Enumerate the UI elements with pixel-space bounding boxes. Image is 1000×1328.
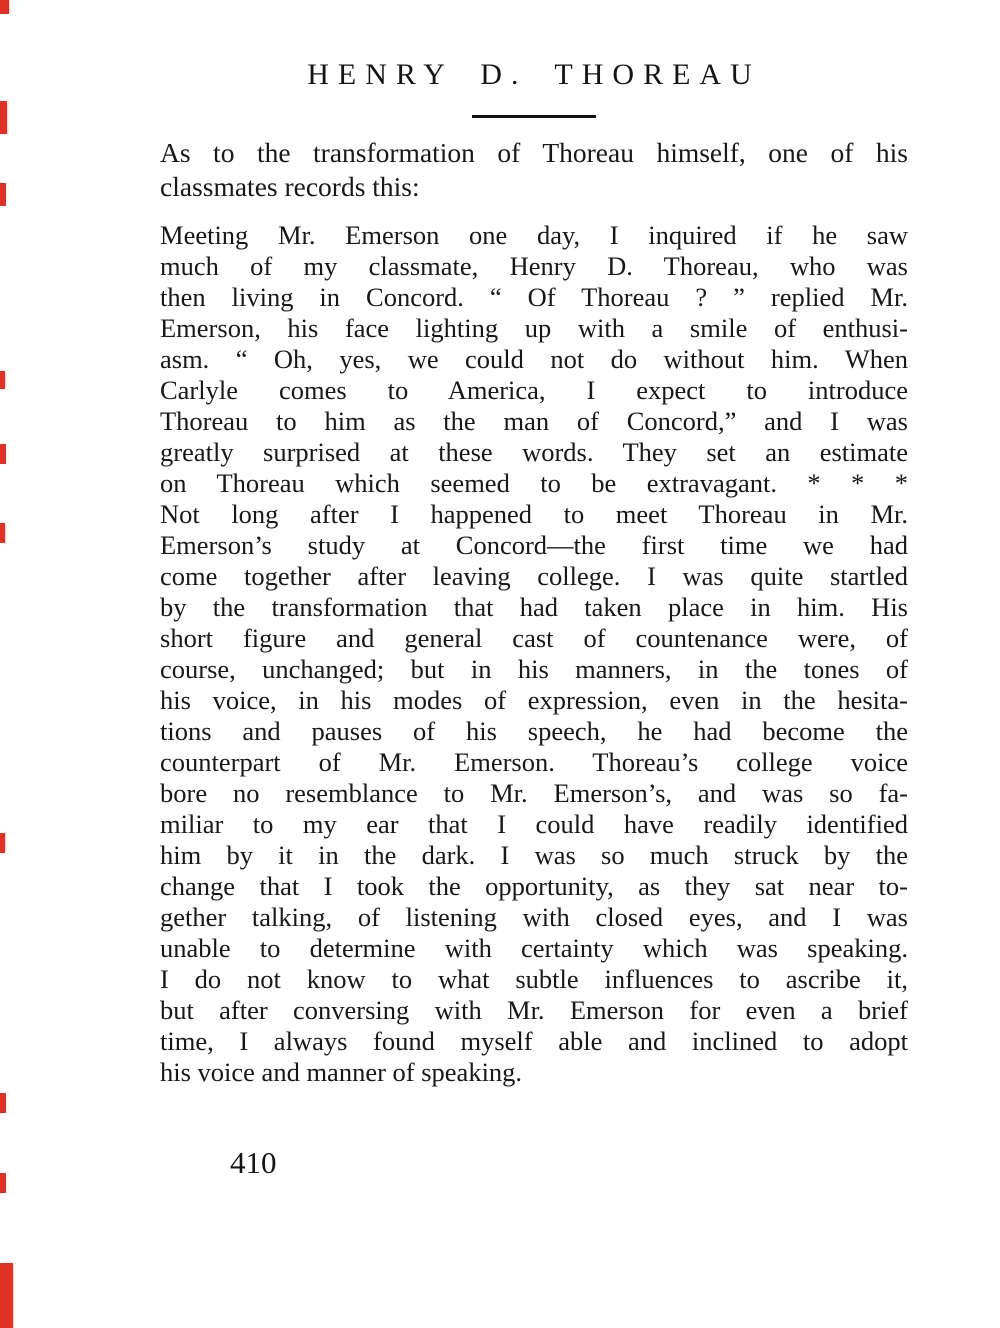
text-line: short figure and general cast of countenance were, of: [160, 623, 908, 653]
text-line: I do not know to what subtle influences to ascribe it,: [160, 964, 908, 994]
text-line: classmates records this:: [160, 171, 420, 202]
text-line: change that I took the opportunity, as they sat near to-: [160, 871, 908, 901]
text-line: bore no resemblance to Mr. Emerson’s, and was so fa-: [160, 778, 908, 808]
scan-edge-mark: [0, 101, 7, 134]
text-line: greatly surprised at these words. They set an estimate: [160, 437, 908, 467]
scan-edge-mark: [0, 0, 9, 14]
text-line: come together after leaving college. I was quite startled: [160, 561, 908, 591]
text-column: [160, 0, 908, 1088]
scan-edge-mark: [0, 1173, 6, 1193]
text-line: Thoreau to him as the man of Concord,” and I was: [160, 406, 908, 436]
text-line: tions and pauses of his speech, he had become the: [160, 716, 908, 746]
text-line: much of my classmate, Henry D. Thoreau, who was: [160, 251, 908, 281]
text-line: then living in Concord. “ Of Thoreau ? ” replied Mr.: [160, 282, 908, 312]
scan-edge-mark: [0, 444, 6, 464]
scan-edge-mark: [0, 523, 5, 543]
text-line: Not long after I happened to meet Thoreau in Mr.: [160, 499, 908, 529]
text-line: him by it in the dark. I was so much struck by the: [160, 840, 908, 870]
scan-edge-mark: [0, 183, 6, 206]
page-number: 410: [230, 1145, 277, 1180]
text-line: asm. “ Oh, yes, we could not do without him. When: [160, 344, 908, 374]
text-line: time, I always found myself able and inclined to adopt: [160, 1026, 908, 1056]
text-line: miliar to my ear that I could have readily identified: [160, 809, 908, 839]
text-line: by the transformation that had taken place in him. His: [160, 592, 908, 622]
scan-edge-mark: [0, 371, 5, 389]
text-line: Emerson, his face lighting up with a smile of enthusi-: [160, 313, 908, 343]
scan-edge-mark: [0, 1093, 6, 1113]
scan-edge-mark: [0, 1263, 13, 1328]
text-line: but after conversing with Mr. Emerson for even a brief: [160, 995, 908, 1025]
text-line: counterpart of Mr. Emerson. Thoreau’s college voice: [160, 747, 908, 777]
text-line: As to the transformation of Thoreau himself, one of his: [160, 137, 908, 168]
quoted-passage: [160, 220, 908, 1088]
text-line: Meeting Mr. Emerson one day, I inquired if he saw: [160, 220, 908, 250]
page-title: HENRY D. THOREAU: [307, 58, 761, 91]
text-line: on Thoreau which seemed to be extravagant. * * *: [160, 468, 908, 498]
text-line: unable to determine with certainty which was speaking.: [160, 933, 908, 963]
text-line: his voice and manner of speaking.: [160, 1057, 523, 1087]
text-line: gether talking, of listening with closed eyes, and I was: [160, 902, 908, 932]
scan-edge-mark: [0, 833, 5, 853]
text-line: his voice, in his modes of expression, even in the hesita-: [160, 685, 908, 715]
text-line: course, unchanged; but in his manners, in the tones of: [160, 654, 908, 684]
intro-paragraph: [160, 136, 908, 204]
text-line: Carlyle comes to America, I expect to introduce: [160, 375, 908, 405]
title-rule: [472, 115, 596, 118]
text-line: Emerson’s study at Concord—the first time we had: [160, 530, 908, 560]
